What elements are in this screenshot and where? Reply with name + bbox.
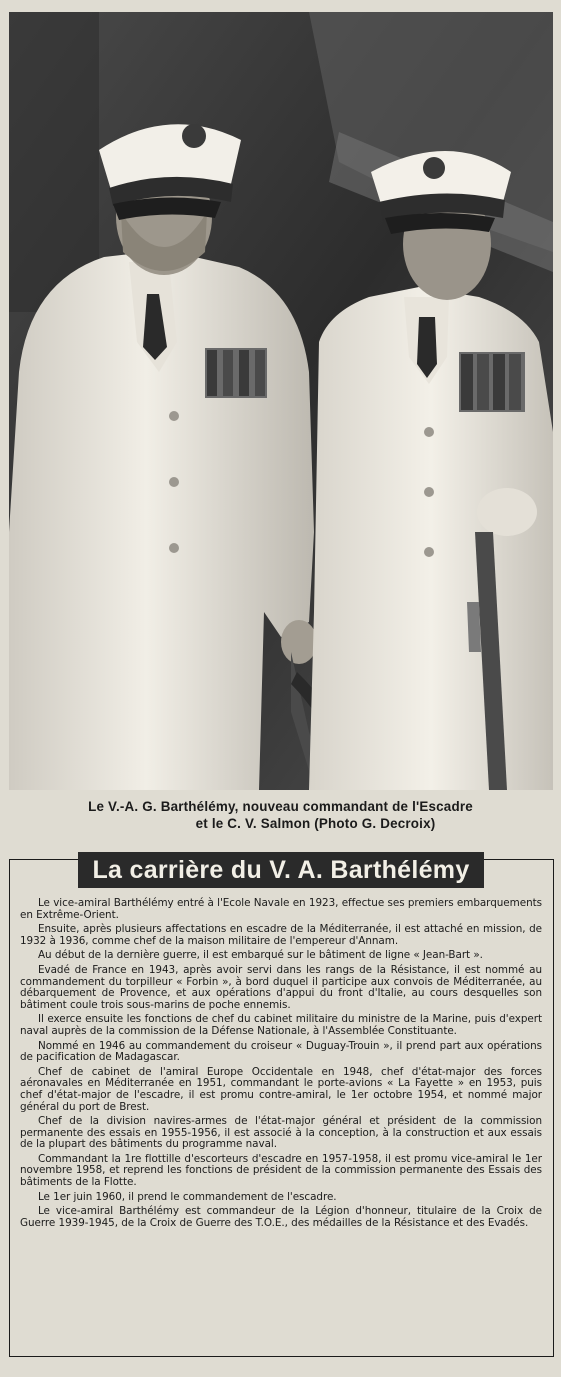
article-paragraph: Ensuite, après plusieurs affectations en escadre de la Méditerranée, il est attaché en mission, de 1932 à 1936, comme chef de la maison militaire de l'empereur d'Annam. xyxy=(20,923,542,947)
article-paragraph: Evadé de France en 1943, après avoir servi dans les rangs de la Résistance, il est nommé au commandement du torpilleur « Forbin », à bord duquel il participe aux convois de Méditerranée, au débarquement de Provence, et aux opérations d'appui du front d'Italie, au cours desquelles son bâtiment coule trois sous-marins de poche ennemis. xyxy=(20,963,542,1011)
article-paragraph: Le 1er juin 1960, il prend le commandement de l'escadre. xyxy=(38,1190,337,1203)
article-paragraph: Chef de la division navires-armes de l'état-major général et président de la commission permanente des essais en 1955-1956, il est associé à la conception, à la construction et aux essais de la plupart des bâtiments du programme naval. xyxy=(20,1115,542,1151)
article-paragraph: Le vice-amiral Barthélémy entré à l'Ecole Navale en 1923, effectue ses premiers embarquements en Extrême-Orient. xyxy=(20,897,542,921)
article-paragraph: Commandant la 1re flottille d'escorteurs d'escadre en 1957-1958, il est promu vice-amiral le 1er novembre 1958, et reprend les fonctions de président de la commission permanente des Essais des bâtiments de la Flotte. xyxy=(20,1152,542,1189)
article-paragraph: Chef de cabinet de l'amiral Europe Occidentale en 1948, chef d'état-major des forces aéronavales en Méditerranée en 1951, commandant le porte-avions « La Fayette » en 1953, puis chef d'état-major de l'escadre, il est promu contre-amiral, le 1er octobre 1954, et nommé major général du port de Brest. xyxy=(20,1065,542,1113)
article-body xyxy=(20,898,542,1232)
news-photo xyxy=(9,12,553,790)
article-paragraph: Nommé en 1946 au commandement du croiseur « Duguay-Trouin », il prend part aux opérations de pacification de Madagascar. xyxy=(20,1039,542,1064)
article-paragraph: Il exerce ensuite les fonctions de chef du cabinet militaire du ministre de la Marine, puis d'expert naval auprès de la commission de la Défense Nationale, à l'Assemblée Constituante. xyxy=(20,1013,542,1037)
officers-photo-illustration xyxy=(9,12,553,790)
photo-caption xyxy=(0,798,561,832)
article-paragraph: Au début de la dernière guerre, il est embarqué sur le bâtiment de ligne « Jean-Bart ». xyxy=(38,949,483,962)
article-title: La carrière du V. A. Barthélémy xyxy=(78,852,484,888)
caption-line-2: et le C. V. Salmon (Photo G. Decroix) xyxy=(195,816,436,831)
caption-line-1: Le V.-A. G. Barthélémy, nouveau commandant de l'Escadre xyxy=(88,799,473,814)
article-paragraph: Le vice-amiral Barthélémy est commandeur de la Légion d'honneur, titulaire de la Croix de Guerre 1939-1945, de la Croix de Guerre des T.O.E., des médailles de la Résistance et des Evadés. xyxy=(20,1205,542,1229)
